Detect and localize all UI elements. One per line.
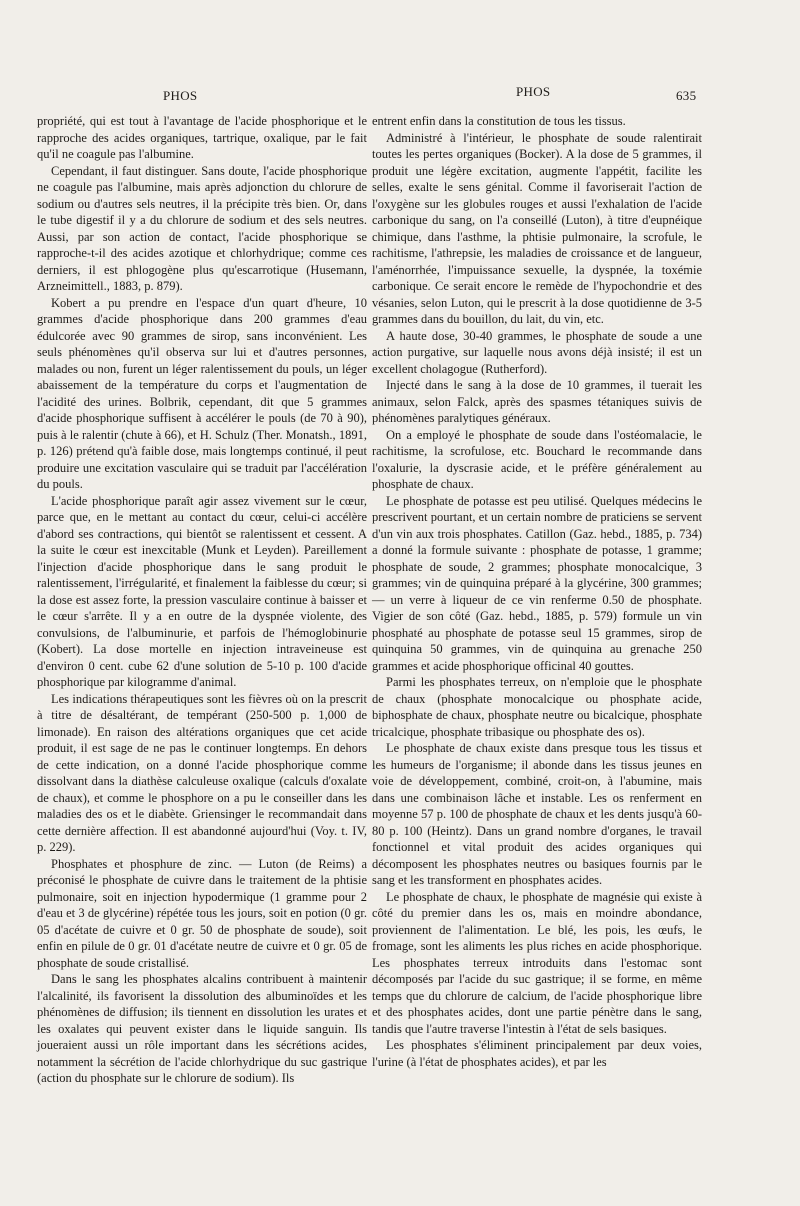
paragraph: Le phosphate de potasse est peu utilisé. Quelques médecins le prescrivent pourtant, et un certain nombre de praticiens se servent d'un vin aux trois phosphates. Catillon (Gaz. hebd., 1885, p. 734) a donné la formule suivante : phosphate de potasse, 1 gramme; phosphate de soude, 2 grammes; phosphate monocalcique, 3 grammes; vin de quinquina préparé à la glycérine, 300 grammes; — un verre à liqueur de ce vin renferme 0.50 de phosphate. Vigier de son côté (Gaz. hebd., 1885, p. 579) formule un vin phosphaté au phosphate de potasse seul 15 grammes, sirop de quinquina 50 grammes, vin de quinquina au grenache 250 grammes et acide phosphorique officinal 40 gouttes. bbox=[372, 493, 702, 673]
paragraph: A haute dose, 30-40 grammes, le phosphate de soude a une action purgative, sur laquelle nous avons déjà insisté; il est un excellent cholagogue (Rutherford). bbox=[372, 328, 702, 376]
paragraph: Kobert a pu prendre en l'espace d'un quart d'heure, 10 grammes d'acide phosphorique dans 200 grammes d'eau édulcorée avec 90 grammes de sirop, sans inconvénient. Les seuls phénomènes qu'il observa sur lui et d'autres personnes, malades ou non, furent un léger ralentissement du pouls, un léger abaissement de la température du corps et l'augmentation de l'acidité des urines. Bolbrik, cependant, dit que 5 grammes d'acide phosphorique suffisent à accélérer le pouls (de 70 à 90), puis à le ralentir (chute à 66), et H. Schulz (Ther. Monatsh., 1891, p. 126) prétend qu'à faible dose, mais longtemps continué, il peut produire une excitation vasculaire qui se traduit par l'accélération du pouls. bbox=[37, 295, 367, 491]
paragraph: Phosphates et phosphure de zinc. — Luton (de Reims) a préconisé le phosphate de cuivre dans le traitement de la phtisie pulmonaire, soit en injection hypodermique (1 gramme pour 2 d'eau et 3 de glycérine) répétée tous les jours, soit en potion (0 gr. 05 d'acétate de cuivre et 0 gr. 50 de phosphate de soude), soit enfin en pilule de 0 gr. 01 d'acétate neutre de cuivre et 0 gr. 05 de phosphate de soude cristallisé. bbox=[37, 856, 367, 970]
running-title-right: PHOS bbox=[516, 84, 551, 99]
paragraph: On a employé le phosphate de soude dans l'ostéomalacie, le rachitisme, la scrofulose, etc. Bouchard le recommande dans l'oxalurie, la dyscrasie acide, et le préfère généralement au phosphate de chaux. bbox=[372, 427, 702, 491]
paragraph: Dans le sang les phosphates alcalins contribuent à maintenir l'alcalinité, ils favorisent la dissolution des albuminoïdes et les phénomènes de diffusion; ils tiennent en dissolution les urates et les oxalates qui peuvent exister dans le liquide sanguin. Ils joueraient aussi un rôle important dans les sécrétions acides, notamment la sécrétion de l'acide chlorhydrique du suc gastrique (action du phosphate sur le chlorure de sodium). Ils bbox=[37, 972, 367, 1085]
running-title-left: PHOS bbox=[163, 88, 198, 103]
right-text-column bbox=[372, 113, 702, 1070]
paragraph: Administré à l'intérieur, le phosphate de soude ralentirait toutes les pertes organiques (Bocker). A la dose de 5 grammes, il produit une légère excitation, augmente l'appétit, facilite les selles, exalte le sens génital. Comme il favoriserait l'action de l'oxygène sur les globules rouges et aussi l'exhalation de l'acide carbonique du sang, on l'a conseillé (Luton), à titre d'eupnéique chimique, dans l'asthme, la phtisie pulmonaire, la scrofule, le rachitisme, l'athrepsie, les maladies de croissance et de langueur, l'aménorrhée, l'impuissance sexuelle, la dyspnée, la toxémie carbonique. Ce serait encore le remède de l'hypochondrie et des vésanies, selon Luton, qui le prescrit à la dose quotidienne de 3-5 grammes dans du bouillon, du lait, du vin, etc. bbox=[372, 130, 702, 326]
paragraph: Le phosphate de chaux existe dans presque tous les tissus et les humeurs de l'organisme; il abonde dans les tissus jeunes en voie de développement, combiné, croit-on, à l'abumine, mais dans une combinaison lâche et instable. Les os renferment en moyenne 57 p. 100 de phosphate de chaux et les dents jusqu'à 60-80 p. 100 (Heintz). Dans un grand nombre d'organes, le travail fonctionnel et vital produit des acides organiques qui décomposent les phosphates neutres ou basiques fournis par le sang et les transforment en phosphates acides. bbox=[372, 741, 702, 887]
paragraph: Injecté dans le sang à la dose de 10 grammes, il tuerait les animaux, selon Falck, après des spasmes tétaniques suivis de phénomènes paralytiques généraux. bbox=[372, 378, 702, 425]
paragraph: L'acide phosphorique paraît agir assez vivement sur le cœur, parce que, en le mettant au contact du cœur, celui-ci accélère d'abord ses contractions, qui bientôt se ralentissent et cessent. A la suite le cœur est inexcitable (Munk et Leyden). Pareillement l'injection d'acide phosphorique dans le sang produit le ralentissement, l'irrégularité, et finalement la faiblesse du cœur; si la dose est assez forte, la pression vasculaire continue à baisser et le cœur s'arrête. Il y a en outre de la dyspnée violente, des convulsions, de l'albuminurie, et parfois de l'hémoglobinurie (Kobert). La dose mortelle en injection intraveineuse est d'environ 0 cent. cube 62 d'une solution de 5-10 p. 100 d'acide phosphorique par kilogramme d'animal. bbox=[37, 493, 367, 689]
paragraph: Les indications thérapeutiques sont les fièvres où on la prescrit à titre de désaltérant, de tempérant (250-500 p. 1,000 de limonade). En raison des altérations organiques que cet acide produit, il est sage de ne pas le continuer longtemps. En dehors de cette indication, on a donné l'acide phosphorique comme dissolvant dans la diathèse calculeuse oxalique (calculs d'oxalate de chaux), et comme le phosphore on a pu le conseiller dans les maladies des os et le diabète. Griensinger le recommandait dans cette dernière affection. Il est abandonné aujourd'hui (Voy. t. IV, p. 229). bbox=[37, 691, 367, 854]
paragraph: entrent enfin dans la constitution de tous les tissus. bbox=[372, 114, 626, 128]
paragraph: propriété, qui est tout à l'avantage de l'acide phosphorique et le rapproche des acides organiques, tartrique, oxalique, par le fait qu'il ne coagule pas l'albumine. bbox=[37, 114, 367, 161]
paragraph: Le phosphate de chaux, le phosphate de magnésie qui existe à côté du premier dans les os, mais en moindre abondance, proviennent de l'alimentation. Le blé, les pois, les œufs, le fromage, sont les aliments les plus riches en acide phosphorique. Les phosphates terreux introduits dans l'estomac sont décomposés par l'acide du suc gastrique; il se forme, en même temps que du chlorure de calcium, de l'acide phosphorique libre et des phosphates acides, dont une partie pénètre dans le sang, tandis que l'autre traverse l'intestin à l'état de sels basiques. bbox=[372, 889, 702, 1036]
paragraph: Les phosphates s'éliminent principalement par deux voies, l'urine (à l'état de phosphates acides), et par les bbox=[372, 1038, 702, 1069]
left-text-column bbox=[37, 113, 367, 1087]
paragraph: Cependant, il faut distinguer. Sans doute, l'acide phosphorique ne coagule pas l'albumine, mais après adjonction du chlorure de sodium ou d'autres sels neutres, il la précipite très bien. Or, dans le tube digestif il y a du chlorure de sodium et des sels neutres. Aussi, par son action de contact, l'acide phosphorique se rapproche-t-il des acides azotique et chlorhydrique; comme ces derniers, il est phlogogène plus qu'escarrotique (Husemann, Arzneimittell., 1883, p. 879). bbox=[37, 163, 367, 293]
page-number: 635 bbox=[676, 88, 697, 103]
page-header bbox=[0, 84, 800, 108]
paragraph: Parmi les phosphates terreux, on n'emploie que le phosphate de chaux (phosphate monocalcique ou phosphate acide, biphosphate de chaux, phosphate neutre ou bicalcique, phosphate tricalcique, phosphate tribasique ou phosphate des os). bbox=[372, 675, 702, 739]
